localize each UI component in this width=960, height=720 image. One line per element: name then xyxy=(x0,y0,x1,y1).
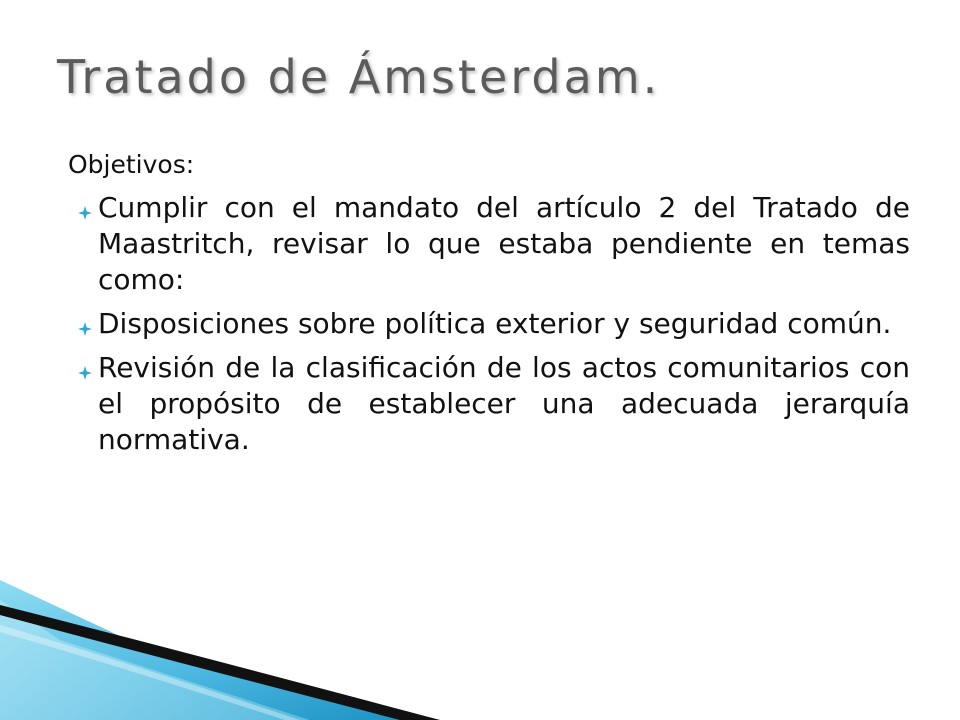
corner-decoration xyxy=(0,580,440,720)
diamond-bullet-icon xyxy=(78,206,92,220)
list-item xyxy=(68,306,910,342)
diamond-bullet-icon xyxy=(78,366,92,380)
diamond-bullet-icon xyxy=(78,322,92,336)
list-item xyxy=(68,350,910,458)
slide-title: Tratado de Ámsterdam. xyxy=(57,50,661,104)
objectives-heading: Objetivos: xyxy=(68,150,195,179)
slide-body xyxy=(68,142,910,466)
list-item xyxy=(68,190,910,298)
list-item-text: Revisión de la clasificación de los actos comunitarios con el propósito de establecer una adecuada jerarquía normativa. xyxy=(98,351,910,456)
objectives-list xyxy=(68,190,910,458)
list-item-text: Cumplir con el mandato del artículo 2 del Tratado de Maastritch, revisar lo que estaba pendiente en temas como: xyxy=(98,191,910,296)
list-item-text: Disposiciones sobre política exterior y seguridad común. xyxy=(98,307,892,340)
